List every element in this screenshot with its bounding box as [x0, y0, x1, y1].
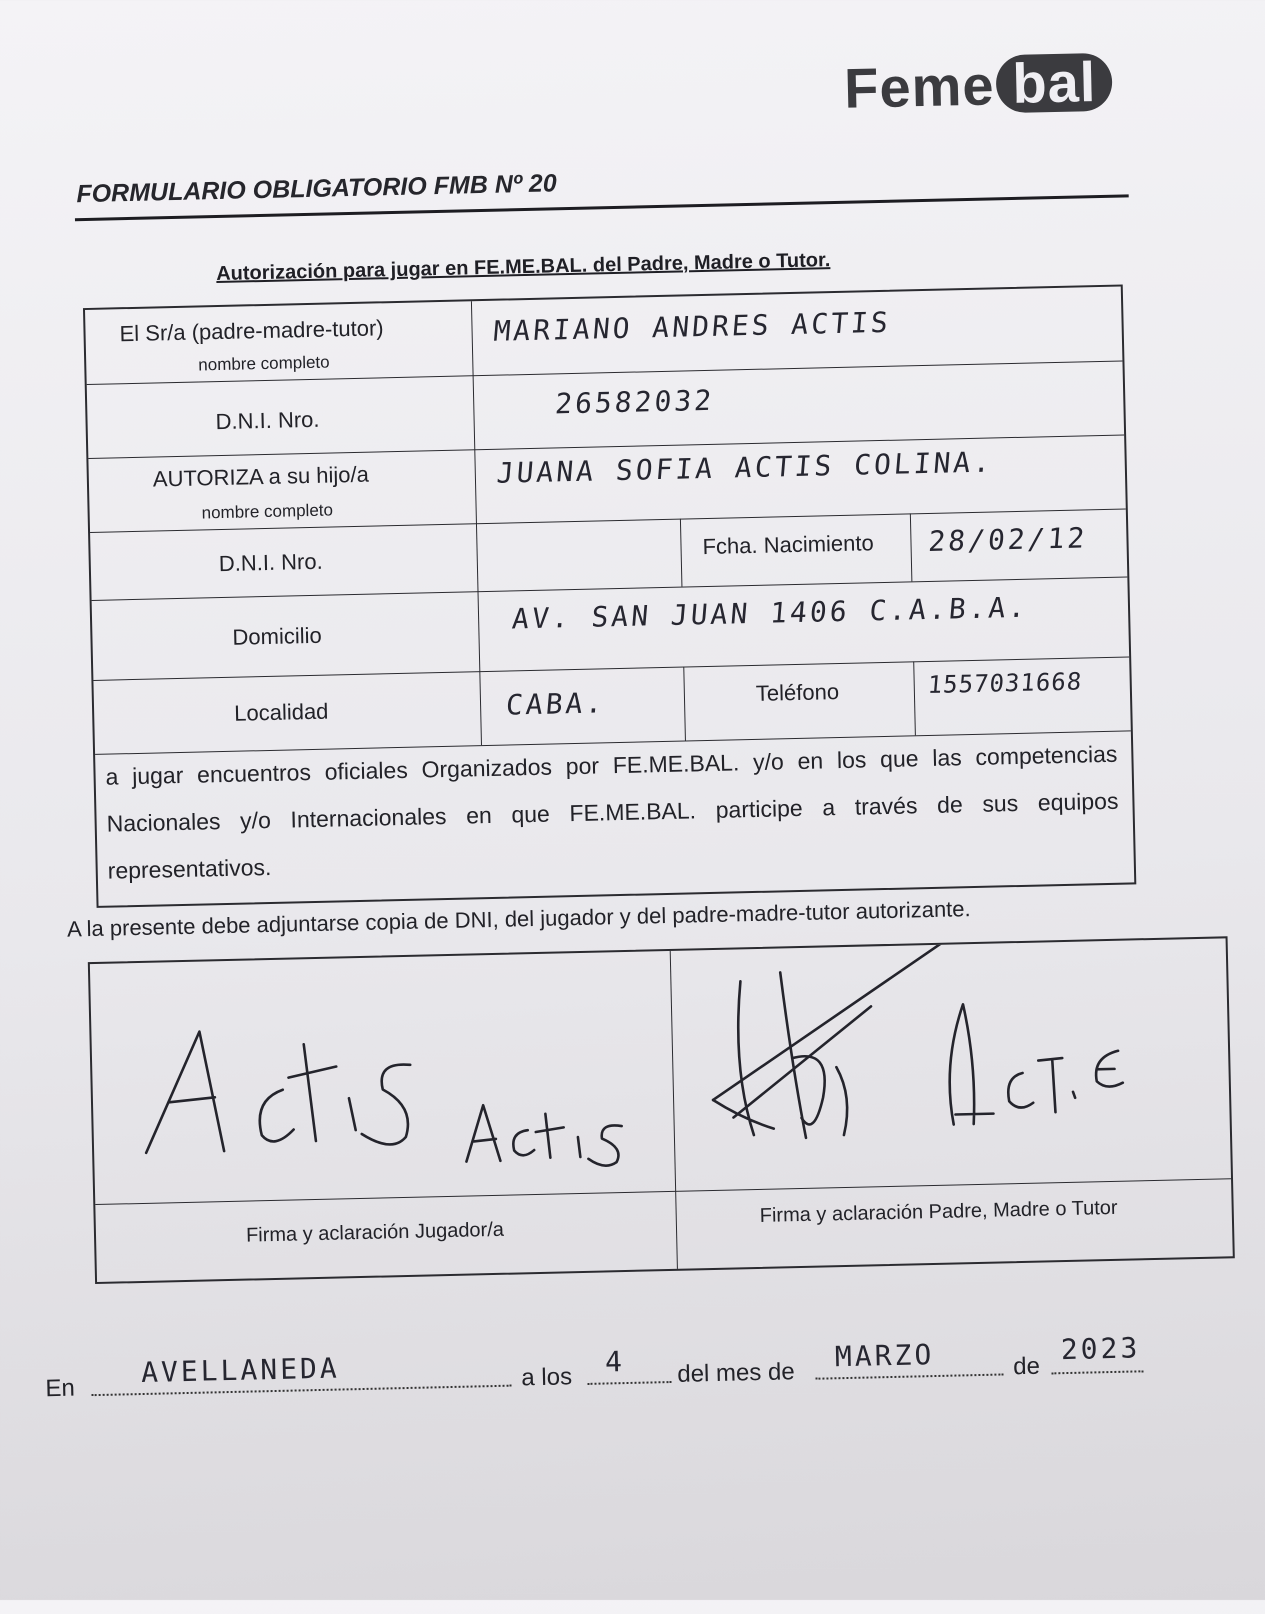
- signature-table: [88, 936, 1235, 1284]
- player-signature-stroke: [578, 1137, 580, 1157]
- parent-signature-stroke: [1008, 1073, 1034, 1108]
- player-signature-stroke: [259, 1090, 294, 1142]
- de-label: de: [1012, 1352, 1041, 1381]
- player-signature-caption: Firma y aclaración Jugador/a: [245, 1218, 505, 1247]
- parent-signature-stroke: [1073, 1092, 1075, 1098]
- phone-label: Teléfono: [755, 679, 840, 706]
- parent-name-field[interactable]: MARIANO ANDRES ACTIS: [492, 305, 893, 348]
- place-field[interactable]: AVELLANEDA: [140, 1351, 341, 1390]
- parent-signature-caption: Firma y aclaración Padre, Madre o Tutor: [759, 1196, 1118, 1227]
- parent-signature-stroke: [709, 938, 973, 1118]
- month-label: del mes de: [677, 1358, 795, 1388]
- parent-dni-field[interactable]: 26582032: [553, 383, 716, 421]
- child-sublabel: nombre completo: [201, 500, 334, 523]
- day-field[interactable]: 4: [604, 1345, 626, 1379]
- place-date-line: [44, 1316, 1245, 1403]
- player-signature-stroke: [513, 1130, 534, 1155]
- authorizes-label: AUTORIZA a su hijo/a: [152, 461, 370, 492]
- player-signature-stroke: [143, 1031, 224, 1153]
- phone-field[interactable]: 1557031668: [926, 667, 1084, 700]
- birth-date-field[interactable]: 28/02/12: [927, 521, 1089, 558]
- locality-label: Localidad: [233, 698, 329, 726]
- column-divider: [680, 519, 683, 587]
- parent-sublabel: nombre completo: [198, 352, 330, 375]
- year-underline: [1051, 1370, 1143, 1374]
- month-underline: [815, 1373, 1003, 1379]
- parent-label: El Sr/a (padre-madre-tutor): [119, 315, 384, 347]
- child-dni-label: D.N.I. Nro.: [218, 548, 323, 577]
- a-los-label: a los: [521, 1363, 573, 1392]
- player-signature-stroke: [588, 1125, 623, 1166]
- address-label: Domicilio: [232, 622, 322, 650]
- logo-text: Feme: [843, 52, 996, 120]
- player-signature-stroke: [465, 1105, 500, 1162]
- parent-signature-stroke: [1038, 1058, 1063, 1113]
- year-field[interactable]: 2023: [1060, 1331, 1141, 1367]
- address-field[interactable]: AV. SAN JUAN 1406 C.A.B.A.: [510, 590, 1030, 636]
- player-signature-stroke: [360, 1064, 412, 1145]
- femebal-logo: [843, 47, 1113, 123]
- column-divider: [683, 667, 686, 741]
- parent-dni-label: D.N.I. Nro.: [215, 406, 320, 435]
- parent-signature-stroke: [710, 972, 806, 1140]
- data-table: [83, 284, 1136, 907]
- locality-field[interactable]: CABA.: [504, 686, 607, 722]
- attachment-note: A la presente debe adjuntarse copia de DNI, del jugador y del padre-madre-tutor autorizante.: [66, 896, 971, 942]
- player-signature-stroke: [349, 1098, 356, 1130]
- form-title: FORMULARIO OBLIGATORIO FMB Nº 20: [76, 169, 558, 209]
- en-label: En: [45, 1374, 76, 1403]
- parent-signature-stroke: [792, 1055, 848, 1136]
- player-signature-stroke: [288, 1044, 338, 1142]
- parent-signature-stroke: [948, 1004, 994, 1125]
- signatures-drawing: [90, 938, 1231, 1204]
- form-subtitle: Autorización para jugar en FE.ME.BAL. del Padre, Madre o Tutor.: [215, 249, 831, 286]
- birth-date-label: Fcha. Nacimiento: [702, 530, 874, 560]
- parent-signature-stroke: [1096, 1051, 1123, 1087]
- logo-pill: bal: [996, 53, 1113, 114]
- authorization-text: a jugar encuentros oficiales Organizados por FE.ME.BAL. y/o en los que las competencias Nacionales y/o Internacionales en que FE.ME.BAL. participe a través de sus equipos representativos.: [105, 740, 1119, 884]
- column-divider: [913, 661, 916, 735]
- day-underline: [587, 1381, 671, 1385]
- player-signature-stroke: [535, 1113, 564, 1158]
- month-field[interactable]: MARZO: [834, 1338, 935, 1374]
- column-divider: [910, 513, 913, 581]
- child-name-field[interactable]: JUANA SOFIA ACTIS COLINA.: [495, 445, 995, 490]
